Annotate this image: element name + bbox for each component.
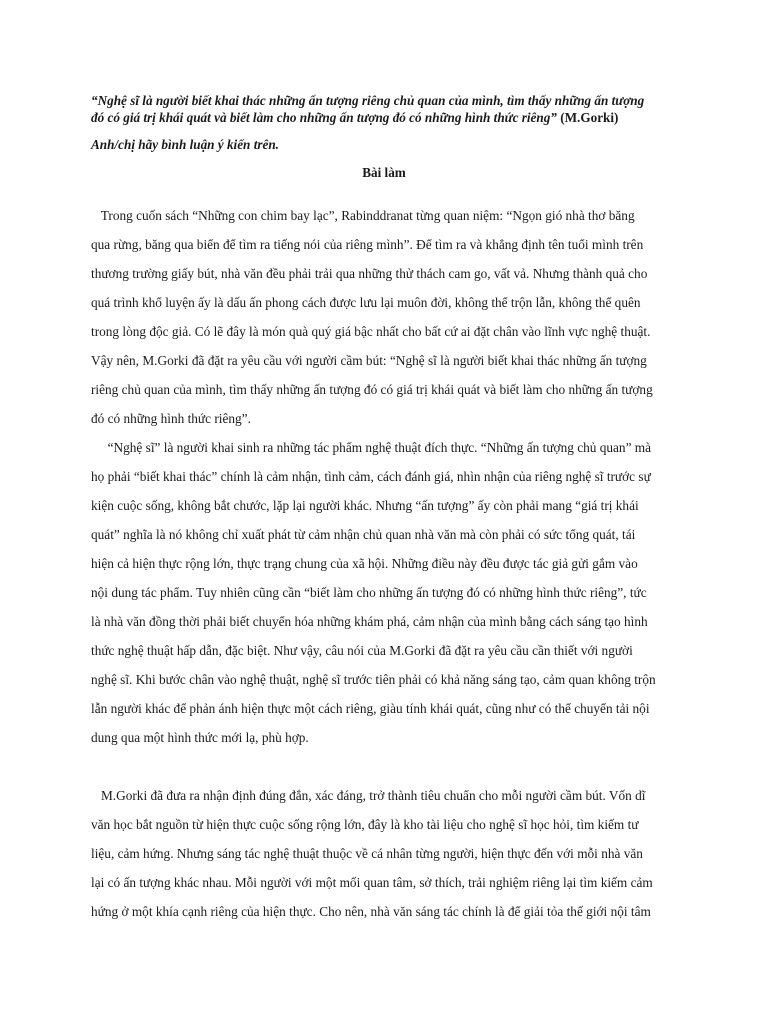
paragraph-line: kiện cuộc sống, không bắt chước, lặp lại người khác. Nhưng “ấn tượng” ấy còn phải mang “giá trị khái (91, 498, 639, 513)
paragraph-line: “Nghệ sĩ” là người khai sinh ra những tác phẩm nghệ thuật đích thực. “Những ấn tượng chủ quan” mà (91, 440, 652, 455)
essay-heading: Bài làm (362, 165, 406, 180)
paragraph-line: riêng chủ quan của mình, tìm thấy những ấn tượng đó có giá trị khái quát và biết làm cho những ấn tượng (91, 382, 653, 397)
paragraph-line: trong lòng độc giả. Có lẽ đây là món quà quý giá bậc nhất cho bất cứ ai đặt chân vào lĩnh vực nghệ thuật. (91, 324, 651, 339)
paragraph-line: Vậy nên, M.Gorki đã đặt ra yêu cầu với người cầm bút: “Nghệ sĩ là người biết khai thác những ấn tượng (91, 353, 647, 368)
quote-line-2: đó có giá trị khái quát và biết làm cho những ấn tượng đó có những hình thức riêng” (91, 110, 557, 125)
paragraph-line: lại có ấn tượng khác nhau. Mỗi người với một mối quan tâm, sở thích, trải nghiệm riêng lại tìm kiếm cảm (91, 875, 653, 890)
paragraph-line: đó có những hình thức riêng”. (91, 411, 251, 426)
quote-author: (M.Gorki) (556, 110, 619, 125)
paragraph-line: là nhà văn đồng thời phải biết chuyển hóa những khám phá, cảm nhận của mình bằng cách sáng tạo hình (91, 614, 648, 629)
paragraph-line: M.Gorki đã đưa ra nhận định đúng đắn, xác đáng, trở thành tiêu chuẩn cho mỗi người cầm bút. Vốn dĩ (91, 788, 646, 803)
paragraph-line: nội dung tác phẩm. Tuy nhiên cũng cần “biết làm cho những ấn tượng đó có những hình thức riêng”, tức (91, 585, 647, 600)
paragraph-line: qua rừng, băng qua biển để tìm ra tiếng nói của riêng mình”. Để tìm ra và khẳng định tên tuổi mình trên (91, 237, 644, 252)
quote-line-1: “Nghệ sĩ là người biết khai thác những ấn tượng riêng chủ quan của mình, tìm thấy những ấn tượng (91, 93, 645, 108)
paragraph-line: họ phải “biết khai thác” chính là cảm nhận, tình cảm, cách đánh giá, nhìn nhận của riêng nghệ sĩ trước sự (91, 469, 651, 484)
paragraph-line: thức nghệ thuật hấp dẫn, đặc biệt. Như vậy, câu nói của M.Gorki đã đặt ra yêu cầu cần thiết với người (91, 643, 633, 658)
paragraph-line: hứng ở một khía cạnh riêng của hiện thực. Cho nên, nhà văn sáng tác chính là để giải tỏa thế giới nội tâm (91, 904, 651, 919)
paragraph-line: quá trình khổ luyện ấy là dấu ấn phong cách được lưu lại muôn đời, không thể trộn lẫn, không thể quên (91, 295, 641, 310)
paragraph-line: Trong cuốn sách “Những con chim bay lạc”, Rabinddranat từng quan niệm: “Ngọn gió nhà thơ băng (91, 208, 635, 223)
paragraph-2 (91, 433, 677, 752)
paragraph-line: dung qua một hình thức mới lạ, phù hợp. (91, 730, 309, 745)
paragraph-1 (91, 201, 677, 433)
prompt-quote (91, 92, 677, 126)
paragraph-line: thương trường giấy bút, nhà văn đều phải trải qua những thử thách cam go, vất vả. Nhưng thành quả cho (91, 266, 648, 281)
paragraph-3 (91, 781, 677, 926)
document-page (91, 92, 677, 926)
paragraph-line: quát” nghĩa là nó không chỉ xuất phát từ cảm nhận chủ quan nhà văn mà còn phải có sức tổng quát, tái (91, 527, 636, 542)
paragraph-line: hiện cả hiện thực rộng lớn, thực trạng chung của xã hội. Những điều này đều được tác giả gửi gắm vào (91, 556, 638, 571)
paragraph-line: lẫn người khác để phản ánh hiện thực một cách riêng, giàu tính khái quát, cũng như có thể chuyển tải nội (91, 701, 650, 716)
paragraph-line: liệu, cảm hứng. Nhưng sáng tác nghệ thuật thuộc về cá nhân từng người, hiện thực đến với mỗi nhà văn (91, 846, 643, 861)
paragraph-line: văn học bắt nguồn từ hiện thực cuộc sống rộng lớn, đây là kho tài liệu cho nghệ sĩ học hỏi, tìm kiếm tư (91, 817, 639, 832)
paragraph-line: nghệ sĩ. Khi bước chân vào nghệ thuật, nghệ sĩ trước tiên phải có khả năng sáng tạo, cảm quan không trộn (91, 672, 656, 687)
task-instruction: Anh/chị hãy bình luận ý kiến trên. (91, 137, 279, 152)
